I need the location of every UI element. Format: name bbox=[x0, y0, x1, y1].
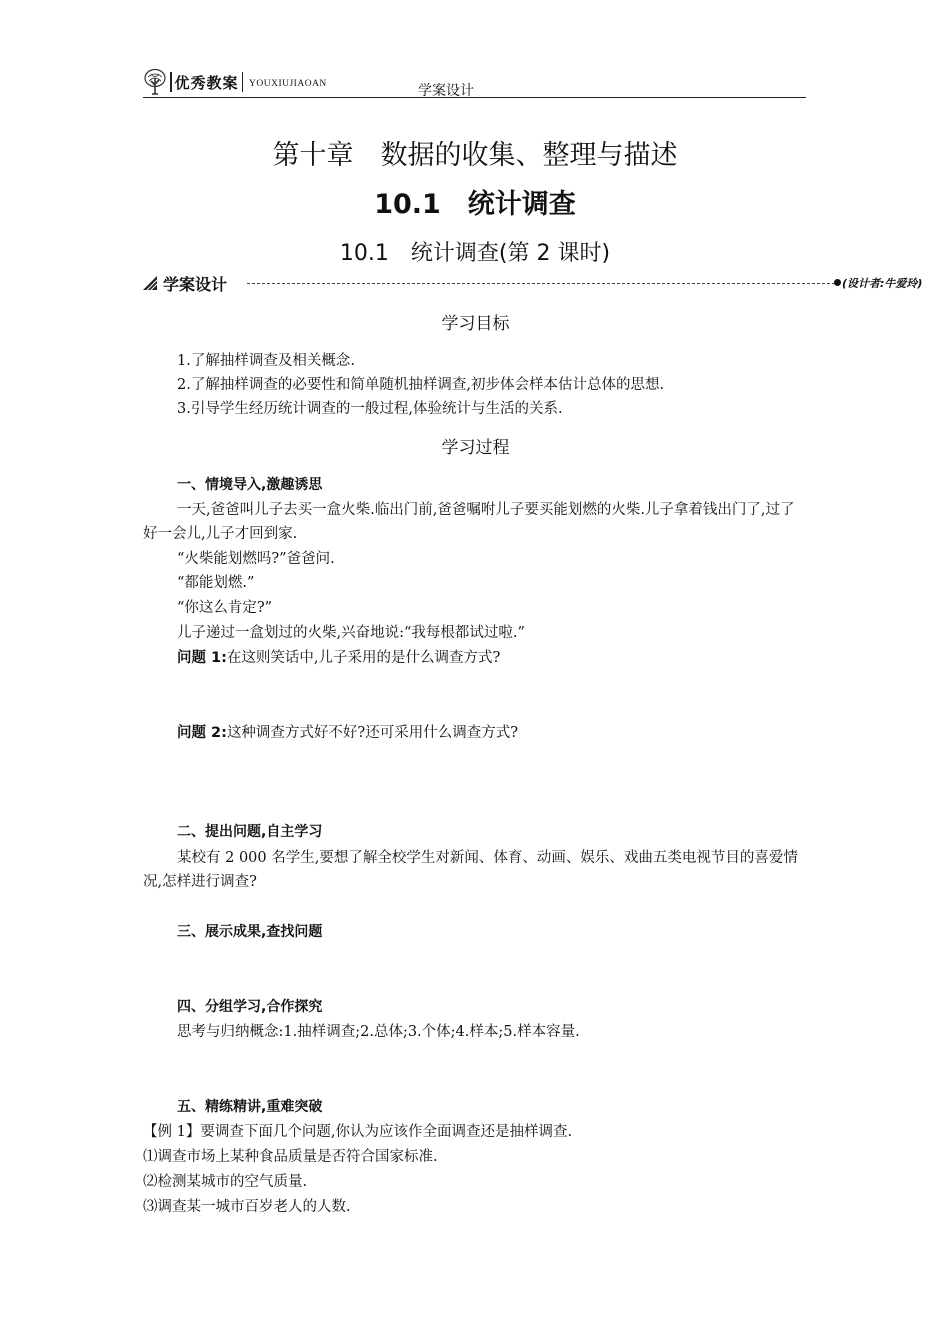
triangle-stripes-icon bbox=[143, 276, 157, 290]
question-label: 问题 2: bbox=[177, 725, 227, 741]
section-heading-1: 一、情境导入,激趣诱思 bbox=[177, 477, 323, 493]
banner-label: 学案设计 bbox=[163, 275, 228, 294]
lesson-title: 10.1 统计调查(第 2 课时) bbox=[339, 241, 611, 266]
section-banner bbox=[143, 272, 948, 294]
story-line: “火柴能划燃吗?”爸爸问. bbox=[177, 551, 335, 567]
problem-paragraph: 某校有 2 000 名学生,要想了解全校学生对新闻、体育、动画、娱乐、戏曲五类电视节目的喜爱情况,怎样进行调查? bbox=[143, 850, 798, 890]
question-label: 问题 1: bbox=[177, 650, 227, 666]
story-paragraph: 一天,爸爸叫儿子去买一盒火柴.临出门前,爸爸嘱咐儿子要买能划燃的火柴.儿子拿着钱出门了,过了好一会儿,儿子才回到家. bbox=[143, 502, 795, 542]
section-heading-4: 四、分组学习,合作探究 bbox=[177, 999, 323, 1015]
goal-item: 3.引导学生经历统计调查的一般过程,体验统计与生活的关系. bbox=[177, 401, 563, 417]
brand-name-cn: 优秀教案 bbox=[174, 73, 239, 92]
goals-title: 学习目标 bbox=[441, 314, 510, 334]
brand-divider bbox=[242, 72, 244, 92]
brand-logo bbox=[143, 68, 327, 96]
goal-item: 2.了解抽样调查的必要性和简单随机抽样调查,初步体会样本估计总体的思想. bbox=[177, 377, 665, 393]
chapter-title: 第十章 数据的收集、整理与描述 bbox=[272, 140, 678, 171]
question-1 bbox=[143, 646, 808, 670]
question-text: 这种调查方式好不好?还可采用什么调查方式? bbox=[226, 725, 518, 741]
tree-icon bbox=[143, 68, 167, 96]
example-item: ⑵检测某城市的空气质量. bbox=[143, 1174, 308, 1190]
brand-divider bbox=[170, 72, 172, 92]
question-text: 在这则笑话中,儿子采用的是什么调查方式? bbox=[226, 650, 501, 666]
example-item: ⑶调查某一城市百岁老人的人数. bbox=[143, 1199, 351, 1215]
brand-name-en: YOUXIUJIAOAN bbox=[249, 78, 327, 89]
section-heading-5: 五、精练精讲,重难突破 bbox=[177, 1099, 323, 1115]
example-1: 【例 1】要调查下面几个问题,你认为应该作全面调查还是抽样调查. bbox=[143, 1124, 573, 1140]
story-line: “都能划燃.” bbox=[177, 575, 255, 591]
concept-list: 思考与归纳概念:1.抽样调查;2.总体;3.个体;4.样本;5.样本容量. bbox=[177, 1024, 580, 1040]
story-line: 儿子递过一盒划过的火柴,兴奋地说:“我每根都试过啦.” bbox=[177, 625, 525, 641]
header-label: 学案设计 bbox=[418, 83, 474, 99]
designer-credit: (设计者:牛爱玲) bbox=[842, 277, 923, 290]
section-heading-2: 二、提出问题,自主学习 bbox=[177, 824, 323, 840]
banner-dot-icon bbox=[834, 279, 841, 286]
banner-dotted-line bbox=[247, 283, 835, 284]
question-2 bbox=[143, 721, 808, 745]
goal-item: 1.了解抽样调查及相关概念. bbox=[177, 353, 355, 369]
story-line: “你这么肯定?” bbox=[177, 600, 273, 616]
section-heading-3: 三、展示成果,查找问题 bbox=[177, 924, 323, 940]
section-title: 10.1 统计调查 bbox=[374, 189, 576, 220]
process-title: 学习过程 bbox=[441, 438, 510, 458]
example-item: ⑴调查市场上某种食品质量是否符合国家标准. bbox=[143, 1149, 438, 1165]
page-header bbox=[143, 66, 806, 98]
header-rule bbox=[143, 97, 806, 98]
